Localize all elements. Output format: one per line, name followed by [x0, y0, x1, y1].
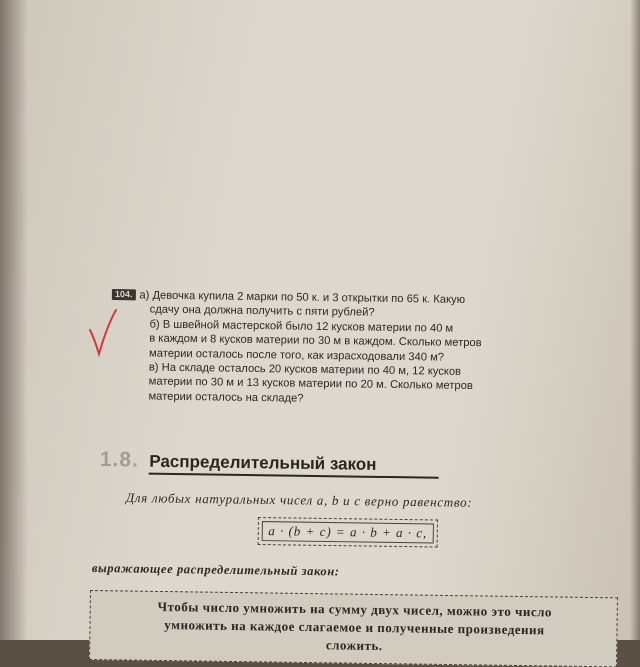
- page-edge-shadow: [630, 0, 640, 640]
- problem-line: материи осталось на складе?: [148, 390, 304, 405]
- problem-104: [110, 288, 612, 410]
- rule-line: Чтобы число умножить на сумму двух чисел, можно это число: [157, 598, 553, 620]
- problem-line: в каждом и 8 кусков материи по 30 м в каждом. Сколько метров: [149, 332, 482, 350]
- problem-line: сдачу она должна получить с пяти рублей?: [149, 303, 375, 320]
- distributive-formula: a · (b + c) = a · b + a · c,: [262, 521, 434, 543]
- formula-box: [258, 517, 438, 548]
- section-number: 1.8.: [99, 448, 140, 472]
- rule-line: умножить на каждое слагаемое и полученные произведения: [164, 617, 545, 638]
- binding-shadow: [0, 0, 28, 640]
- rule-box: [89, 590, 618, 667]
- rule-text: [100, 597, 609, 658]
- expresses-text: выражающее распределительный закон:: [91, 561, 340, 579]
- problem-line: б) В швейной мастерской было 12 кусков материи по 40 м: [149, 318, 454, 335]
- red-checkmark-icon: [86, 304, 122, 360]
- problem-line: 104. а) Девочка купила 2 марки по 50 к. и 3 открытки по 65 к. Какую: [112, 288, 612, 309]
- problem-number: 104.: [112, 289, 136, 300]
- rule-line: сложить.: [325, 637, 383, 654]
- section-title: Распределительный закон: [149, 452, 439, 479]
- problem-line: в) На складе осталось 20 кусков материи по 40 м, 12 кусков: [148, 361, 462, 378]
- problem-line: материи по 30 м и 13 кусков материи по 20 м. Сколько метров: [148, 375, 473, 393]
- problem-line: материи осталось после того, как израсходовали 340 м?: [149, 347, 445, 364]
- section-heading: [100, 448, 620, 481]
- intro-text: Для любых натуральных чисел a, b и c верно равенство:: [125, 490, 473, 510]
